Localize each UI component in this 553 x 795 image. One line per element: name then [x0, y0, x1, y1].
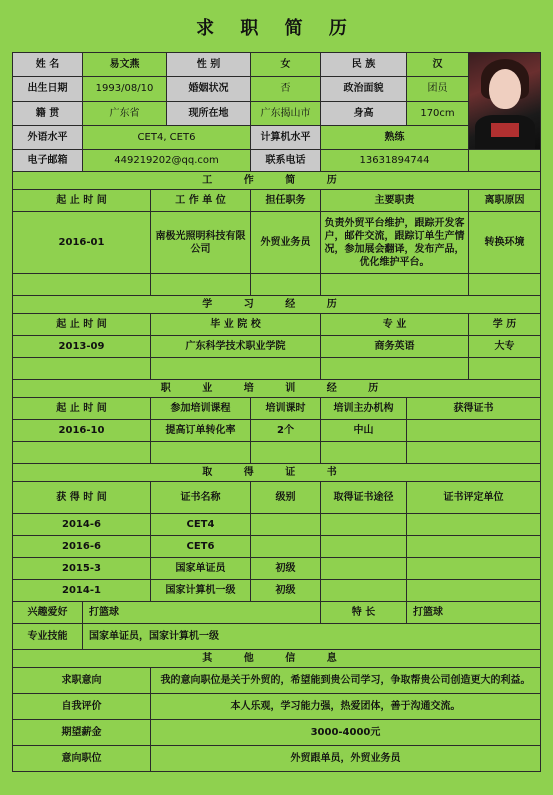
hobby-label: 兴趣爱好	[13, 602, 83, 624]
table-cell: 外贸业务员	[251, 212, 321, 274]
email-label: 电子邮箱	[13, 150, 83, 172]
table-cell: 大专	[469, 336, 541, 358]
table-cell	[251, 274, 321, 296]
table-cell: 国家单证员	[151, 558, 251, 580]
skills-value: 国家单证员，国家计算机一级	[83, 624, 541, 650]
table-row	[13, 442, 541, 464]
name-value: 易文燕	[83, 53, 167, 77]
cert-header-date: 获 得 时 间	[13, 482, 151, 514]
edu-header-period: 起 止 时 间	[13, 314, 151, 336]
table-cell	[13, 274, 151, 296]
cert-header-level: 级别	[251, 482, 321, 514]
table-cell	[13, 442, 151, 464]
table-cell: 2016-6	[13, 536, 151, 558]
blank-cell	[469, 150, 541, 172]
birth-label: 出生日期	[13, 77, 83, 101]
table-cell	[13, 358, 151, 380]
resume-table	[12, 52, 541, 772]
cert-header-route: 取得证书途径	[321, 482, 407, 514]
table-cell: 转换环境	[469, 212, 541, 274]
training-header-course: 参加培训课程	[151, 398, 251, 420]
table-cell: 2015-3	[13, 558, 151, 580]
native-value: 广东省	[83, 101, 167, 125]
specialty-label: 特 长	[321, 602, 407, 624]
edu-header-school: 毕 业 院 校	[151, 314, 321, 336]
table-row	[13, 336, 541, 358]
table-cell	[321, 558, 407, 580]
table-cell: 2016-01	[13, 212, 151, 274]
table-row	[13, 358, 541, 380]
table-row	[13, 536, 541, 558]
table-cell	[251, 442, 321, 464]
edu-header-degree: 学 历	[469, 314, 541, 336]
native-label: 籍 贯	[13, 101, 83, 125]
training-header-period: 起 止 时 间	[13, 398, 151, 420]
height-label: 身高	[321, 101, 407, 125]
table-cell	[321, 442, 407, 464]
table-cell: 广东科学技术职业学院	[151, 336, 321, 358]
page-title: 求 职 简 历	[196, 18, 357, 39]
table-cell: 商务英语	[321, 336, 469, 358]
political-value: 团员	[407, 77, 469, 101]
table-cell: 提高订单转化率	[151, 420, 251, 442]
birth-value: 1993/08/10	[83, 77, 167, 101]
table-row	[13, 558, 541, 580]
profile-photo	[469, 53, 541, 149]
specialty-value: 打篮球	[407, 602, 541, 624]
table-cell	[151, 358, 321, 380]
table-cell: 国家计算机一级	[151, 580, 251, 602]
table-row	[13, 514, 541, 536]
photo-cell	[469, 53, 541, 150]
political-label: 政治面貌	[321, 77, 407, 101]
table-cell	[407, 442, 541, 464]
work-section-title: 工 作 简 历	[13, 172, 541, 190]
phone-label: 联系电话	[251, 150, 321, 172]
cert-section-title: 取 得 证 书	[13, 464, 541, 482]
table-cell	[321, 514, 407, 536]
cert-header-issuer: 证书评定单位	[407, 482, 541, 514]
salary-value: 3000-4000元	[151, 720, 541, 746]
location-label: 现所在地	[167, 101, 251, 125]
work-header-duties: 主要职责	[321, 190, 469, 212]
name-label: 姓 名	[13, 53, 83, 77]
computer-value: 熟练	[321, 125, 469, 149]
table-cell	[251, 514, 321, 536]
other-section-title: 其 他 信 息	[13, 650, 541, 668]
table-cell	[469, 358, 541, 380]
table-cell: 负责外贸平台维护，跟踪开发客户，邮件交流，跟踪订单生产情况，参加展会翻译，发布产品，优化维护平台。	[321, 212, 469, 274]
training-header-org: 培训主办机构	[321, 398, 407, 420]
table-cell	[251, 536, 321, 558]
cert-header-name: 证书名称	[151, 482, 251, 514]
work-header-position: 担任职务	[251, 190, 321, 212]
email-value: 449219202@qq.com	[83, 150, 251, 172]
table-cell: 南极光照明科技有限公司	[151, 212, 251, 274]
table-cell: 初级	[251, 558, 321, 580]
intent-label: 求职意向	[13, 668, 151, 694]
table-cell: CET6	[151, 536, 251, 558]
table-cell	[151, 442, 251, 464]
intent-value: 我的意向职位是关于外贸的，希望能到贵公司学习，争取帮贵公司创造更大的利益。	[151, 668, 541, 694]
table-cell	[407, 536, 541, 558]
table-cell	[151, 274, 251, 296]
hobby-value: 打篮球	[83, 602, 321, 624]
table-cell	[321, 536, 407, 558]
ethnic-label: 民 族	[321, 53, 407, 77]
table-cell	[407, 558, 541, 580]
location-value: 广东揭山市	[251, 101, 321, 125]
height-value: 170cm	[407, 101, 469, 125]
marital-value: 否	[251, 77, 321, 101]
language-label: 外语水平	[13, 125, 83, 149]
table-cell	[321, 580, 407, 602]
table-row	[13, 420, 541, 442]
computer-label: 计算机水平	[251, 125, 321, 149]
ethnic-value: 汉	[407, 53, 469, 77]
self-eval-value: 本人乐观，学习能力强，热爱团体，善于沟通交流。	[151, 694, 541, 720]
table-cell: 中山	[321, 420, 407, 442]
table-cell	[469, 274, 541, 296]
work-header-period: 起 止 时 间	[13, 190, 151, 212]
language-value: CET4, CET6	[83, 125, 251, 149]
edu-section-title: 学 习 经 历	[13, 296, 541, 314]
table-cell: 2014-1	[13, 580, 151, 602]
work-header-reason: 离职原因	[469, 190, 541, 212]
table-cell: CET4	[151, 514, 251, 536]
table-cell: 2016-10	[13, 420, 151, 442]
table-cell: 2014-6	[13, 514, 151, 536]
table-row	[13, 212, 541, 274]
gender-label: 性 别	[167, 53, 251, 77]
marital-label: 婚姻状况	[167, 77, 251, 101]
training-header-hours: 培训课时	[251, 398, 321, 420]
phone-value: 13631894744	[321, 150, 469, 172]
training-header-cert: 获得证书	[407, 398, 541, 420]
work-header-company: 工 作 单 位	[151, 190, 251, 212]
table-cell	[407, 514, 541, 536]
salary-label: 期望薪金	[13, 720, 151, 746]
table-row	[13, 274, 541, 296]
table-cell: 2013-09	[13, 336, 151, 358]
table-cell	[407, 580, 541, 602]
table-cell	[321, 274, 469, 296]
table-cell: 初级	[251, 580, 321, 602]
position-value: 外贸跟单员，外贸业务员	[151, 746, 541, 772]
edu-header-major: 专 业	[321, 314, 469, 336]
self-eval-label: 自我评价	[13, 694, 151, 720]
table-cell	[321, 358, 469, 380]
table-cell	[407, 420, 541, 442]
skills-label: 专业技能	[13, 624, 83, 650]
table-cell: 2个	[251, 420, 321, 442]
table-row	[13, 580, 541, 602]
position-label: 意向职位	[13, 746, 151, 772]
training-section-title: 职 业 培 训 经 历	[13, 380, 541, 398]
gender-value: 女	[251, 53, 321, 77]
resume-sheet	[12, 52, 540, 772]
